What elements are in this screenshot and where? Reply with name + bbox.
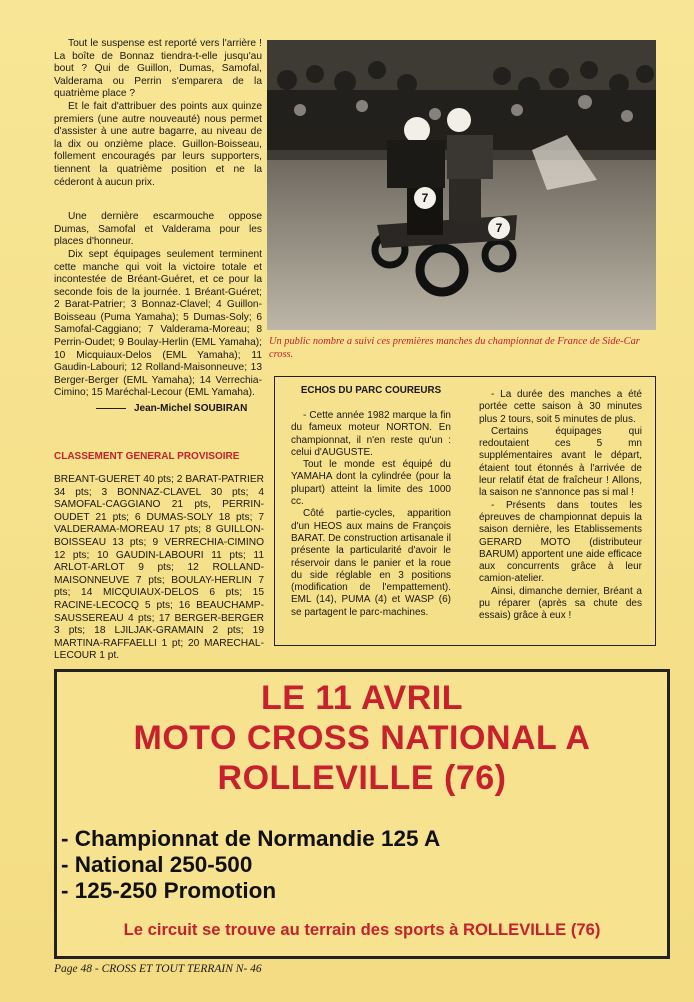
echos-box	[274, 376, 656, 646]
race-number-side: 7	[495, 221, 503, 235]
echos-title: ECHOS DU PARC COUREURS	[300, 385, 442, 396]
standings-text: BREANT-GUERET 40 pts; 2 BARAT-PATRIER 34 pts; 3 BONNAZ-CLAVEL 30 pts; 4 SAMOFAL-CAGGIANO 21 pts, PERRIN-OUDET 21 pts; 6 DUMAS-SOLY 18 pts; 7 VALDERAMA-MOREAU 17 pts; 8 GUILLON-BOISSEAU 13 pts; 9 VERRECHIA-CIMINO 12 pts; 10 GAUDIN-LABOURI 11 pts; 11 ARLOT-ARLOT 9 pts; 12 ROLLAND-MAISONNEUVE 7 pts; BOULAY-HERLIN 7 pts; 14 MICQUIAUX-DELOS 6 pts; 15 RACINE-LECOCQ 5 pts; 16 BEAUCHAMP-SAUSSEREAU 4 pts; 17 BERGER-BERGER 3 pts; 18 LJILJAK-GRAMAIN 2 pts; 19 MARTINA-RAFFAELLI 1 pt; 20 MARECHAL-LECOUR 1 pt.	[54, 474, 264, 662]
echos-paragraph: Côté partie-cycles, apparition d'un HEOS aux mains de François BARAT. De construction artisanale il présente la particularité d'avoir le réservoir dans le panier et la roue du side réglable en 3 positions (modification de l'empattement). EML (14), PUMA (4) et WASP (6) se partagent le parc-machines.	[291, 508, 451, 618]
race-number-front: 7	[421, 191, 429, 205]
photo-caption: Un public nombre a suivi ces premières manches du championnat de France de Side-Car cross.	[269, 336, 640, 360]
article-paragraph: Tout le suspense est reporté vers l'arrière ! La boîte de Bonnaz tiendra-t-elle jusqu'au bout ? Qui de Guillon, Dumas, Samofal, Valderama ou Perrin s'emparera de la quatrième place ?	[54, 38, 262, 100]
echos-left-column	[291, 410, 451, 619]
echos-paragraph: Ainsi, dimanche dernier, Bréant a pu réparer (après sa chute des essais) grâce à eux !	[479, 585, 642, 622]
standings-title: CLASSEMENT GENERAL PROVISOIRE	[54, 451, 240, 462]
ad-program-item: - Championnat de Normandie 125 A	[61, 826, 441, 851]
ad-headline-location: ROLLEVILLE (76)	[217, 759, 507, 797]
race-report-column	[54, 38, 262, 400]
echos-right-column	[479, 389, 642, 623]
page-footer: Page 48 - CROSS ET TOUT TERRAIN N- 46	[54, 963, 262, 975]
echos-paragraph: - Cette année 1982 marque la fin du fameux moteur NORTON. En championnat, il n'en reste qu'un : celui d'AUGUSTE.	[291, 410, 451, 458]
article-paragraph: Une dernière escarmouche oppose Dumas, Samofal et Valderama pour les places d'honneur.	[54, 211, 262, 248]
ad-program-item: - 125-250 Promotion	[61, 878, 277, 903]
ad-headline-event: MOTO CROSS NATIONAL A	[133, 719, 591, 757]
echos-paragraph: Certains équipages qui redoutaient ces 5 mn supplémentaires avant le départ, étaient tout étonnés à l'arrivée de leur relatif état de fraîcheur ! Allons, la saison ne s'annonce pas si mal !	[479, 425, 642, 499]
echos-paragraph: - Présents dans toutes les épreuves de championnat depuis la saison dernière, les Etablissements GERARD MOTO (distributeur BARUM) apportent une aide efficace aux concurrents grâce à leur camion-atelier.	[479, 499, 642, 585]
echos-paragraph: Tout le monde est équipé du YAMAHA dont la cylindrée (pour la plupart) atteint la limite des 1000 cc.	[291, 459, 451, 508]
article-paragraph: Dix sept équipages seulement terminent cette manche qui voit la victoire totale et incontestée de Bréant-Guéret, et ce pour la seconde fois de la journée. 1 Bréant-Guéret; 2 Barat-Patrier; 3 Bonnaz-Clavel; 4 Guillon-Boisseau (Puma Yamaha); 5 Dumas-Soly; 6 Samofal-Caggiano; 7 Valderama-Moreau; 8 Perrin-Oudet; 9 Boulay-Herlin (EML Yamaha); 10 Micquiaux-Delos (EML Yamaha); 11 Gaudin-Labouri; 12 Rolland-Maisonneuve; 13 Berger-Berger (EML Yamaha); 14 Verrechia-Cimino; 15 Maréchal-Lecour (EML Yamaha).	[54, 248, 262, 399]
sidecar-race-photo	[267, 40, 656, 330]
ad-footer-note: Le circuit se trouve au terrain des sports à ROLLEVILLE (76)	[123, 920, 601, 939]
ad-program-list	[61, 826, 661, 904]
photo-illustration	[267, 40, 656, 330]
event-advertisement	[54, 669, 670, 959]
echos-paragraph: - La durée des manches a été portée cette saison à 30 minutes plus 2 tours, soit 5 minutes de plus.	[479, 389, 642, 425]
author-byline: Jean-Michel SOUBIRAN	[96, 403, 266, 414]
article-paragraph: Et le fait d'attribuer des points aux quinze premiers (une autre nouveauté) nous permet d'assister à une autre bagarre, au niveau de la dix ou onzième place. Guillon-Boisseau, follement encouragés par leurs supporters, tiennent la quatrième position et ne la céderont à aucun prix.	[54, 100, 262, 188]
ad-program-item: - National 250-500	[61, 852, 253, 877]
ad-headline-date: LE 11 AVRIL	[261, 679, 463, 717]
ad-headline	[57, 678, 667, 798]
